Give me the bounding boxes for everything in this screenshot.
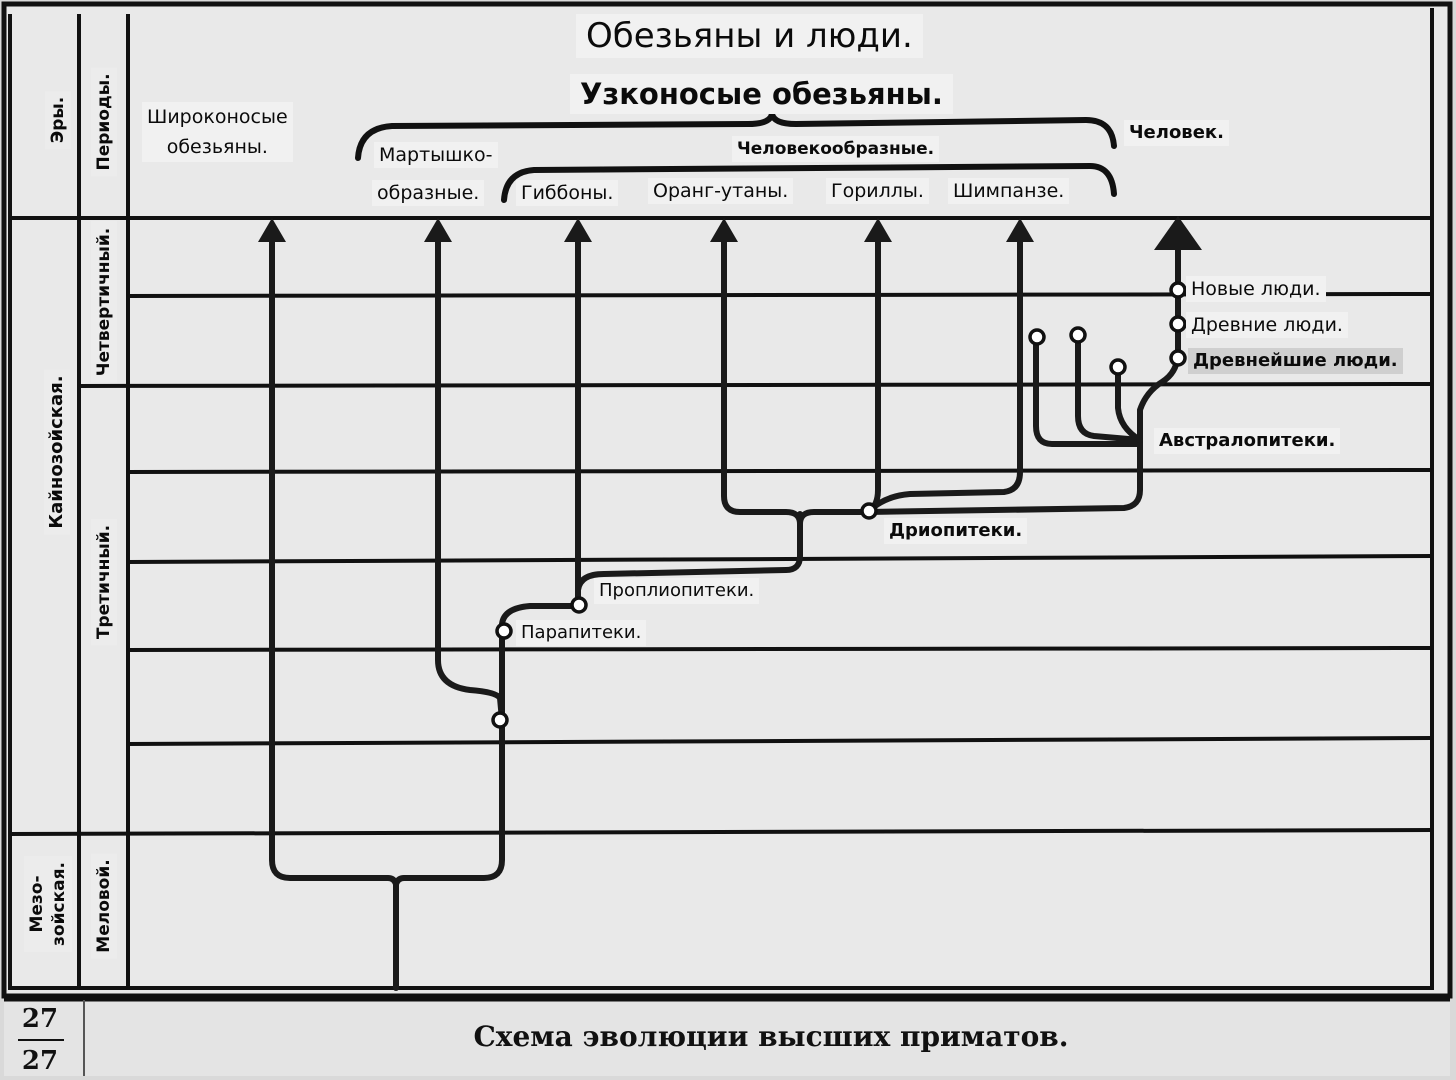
slide-number-current: 27 (21, 1004, 59, 1034)
label-gorillas: Гориллы. (826, 178, 929, 204)
label-australopithecus: Австралопитеки. (1154, 428, 1340, 454)
period-cretaceous: Меловой. (91, 853, 117, 958)
node-parapithecus (497, 624, 511, 638)
label-chimpanzees: Шимпанзе. (948, 178, 1069, 204)
label-new-people: Новые люди. (1186, 276, 1326, 302)
era-cenozoic: Кайнозойская. (44, 369, 70, 534)
label-hominoids: Человекообразные. (732, 136, 939, 162)
node-australopithecine-2 (1071, 328, 1085, 342)
periods-header: Периоды. (91, 67, 117, 176)
node-early-catarrhine (493, 713, 507, 727)
era-mesozoic: Мезо- зойская. (24, 856, 72, 952)
figure-caption: Схема эволюции высших приматов. (473, 1020, 1069, 1053)
node-ancient-people (1171, 317, 1185, 331)
label-ancient-people: Древние люди. (1186, 312, 1348, 338)
diagram-subtitle: Узконосые обезьяны. (570, 74, 953, 114)
label-orangutans: Оранг-утаны. (648, 178, 793, 204)
node-new-people (1171, 283, 1185, 297)
label-parapithecus: Парапитеки. (516, 620, 646, 646)
label-cercopithecoids-1: Мартышко- (374, 142, 498, 168)
label-dryopithecus: Дриопитеки. (884, 518, 1027, 544)
label-cercopithecoids-2: образные. (372, 180, 484, 206)
node-australopithecine-3 (1111, 360, 1125, 374)
diagram-title: Обезьяны и люди. (576, 14, 923, 58)
period-tertiary: Третичный. (91, 519, 117, 645)
label-earliest-people: Древнейшие люди. (1188, 348, 1403, 374)
label-propliopithecus: Проплиопитеки. (594, 578, 759, 604)
node-propliopithecus (572, 598, 586, 612)
slide-number-total: 27 (21, 1046, 59, 1076)
label-man: Человек. (1124, 120, 1229, 146)
label-platyrrhines: Широконосые обезьяны. (142, 102, 293, 162)
period-quaternary: Четвертичный. (91, 222, 117, 383)
node-australopithecine-1 (1030, 330, 1044, 344)
node-earliest-people (1171, 351, 1185, 365)
eras-header: Эры. (45, 91, 71, 149)
node-dryopithecus (862, 504, 876, 518)
label-gibbons: Гиббоны. (516, 180, 618, 206)
